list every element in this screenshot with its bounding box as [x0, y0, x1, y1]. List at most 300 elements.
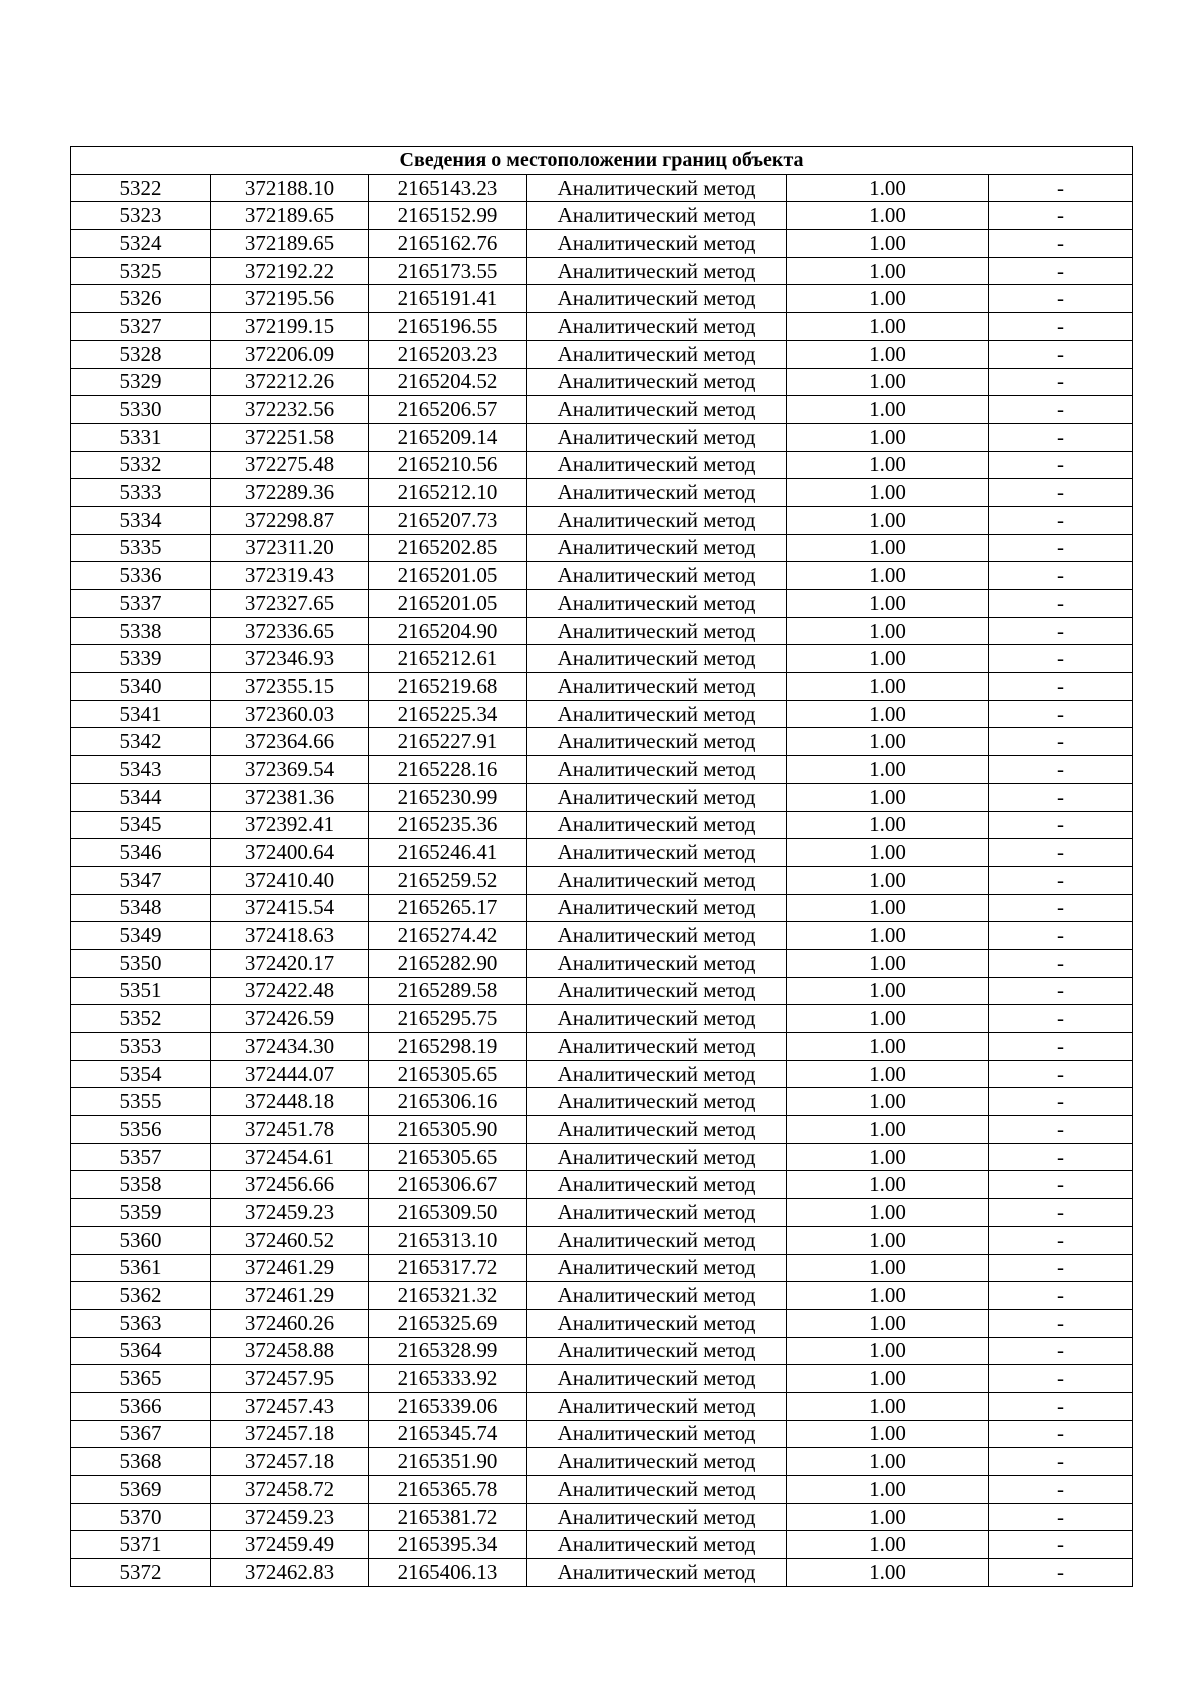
x-coordinate-cell: 372298.87: [211, 506, 369, 534]
method-cell: Аналитический метод: [527, 1282, 787, 1310]
method-cell: Аналитический метод: [527, 977, 787, 1005]
point-number-cell: 5348: [71, 894, 211, 922]
x-coordinate-cell: 372458.88: [211, 1337, 369, 1365]
y-coordinate-cell: 2165345.74: [369, 1420, 527, 1448]
x-coordinate-cell: 372189.65: [211, 202, 369, 230]
x-coordinate-cell: 372206.09: [211, 340, 369, 368]
method-cell: Аналитический метод: [527, 1365, 787, 1393]
description-cell: -: [989, 1420, 1133, 1448]
table-row: [71, 534, 1133, 562]
y-coordinate-cell: 2165209.14: [369, 423, 527, 451]
x-coordinate-cell: 372188.10: [211, 174, 369, 202]
accuracy-cell: 1.00: [787, 839, 989, 867]
point-number-cell: 5345: [71, 811, 211, 839]
point-number-cell: 5349: [71, 922, 211, 950]
x-coordinate-cell: 372459.23: [211, 1199, 369, 1227]
method-cell: Аналитический метод: [527, 645, 787, 673]
y-coordinate-cell: 2165306.16: [369, 1088, 527, 1116]
description-cell: -: [989, 451, 1133, 479]
table-row: [71, 1337, 1133, 1365]
accuracy-cell: 1.00: [787, 866, 989, 894]
y-coordinate-cell: 2165395.34: [369, 1531, 527, 1559]
method-cell: Аналитический метод: [527, 783, 787, 811]
method-cell: Аналитический метод: [527, 590, 787, 618]
x-coordinate-cell: 372451.78: [211, 1116, 369, 1144]
method-cell: Аналитический метод: [527, 340, 787, 368]
description-cell: -: [989, 894, 1133, 922]
accuracy-cell: 1.00: [787, 894, 989, 922]
table-row: [71, 1531, 1133, 1559]
point-number-cell: 5361: [71, 1254, 211, 1282]
table-title-row: [71, 147, 1133, 175]
table-row: [71, 1448, 1133, 1476]
y-coordinate-cell: 2165202.85: [369, 534, 527, 562]
x-coordinate-cell: 372415.54: [211, 894, 369, 922]
accuracy-cell: 1.00: [787, 922, 989, 950]
accuracy-cell: 1.00: [787, 313, 989, 341]
y-coordinate-cell: 2165313.10: [369, 1226, 527, 1254]
description-cell: -: [989, 423, 1133, 451]
accuracy-cell: 1.00: [787, 562, 989, 590]
method-cell: Аналитический метод: [527, 922, 787, 950]
method-cell: Аналитический метод: [527, 368, 787, 396]
x-coordinate-cell: 372459.23: [211, 1503, 369, 1531]
y-coordinate-cell: 2165305.65: [369, 1060, 527, 1088]
x-coordinate-cell: 372460.26: [211, 1309, 369, 1337]
description-cell: -: [989, 1199, 1133, 1227]
accuracy-cell: 1.00: [787, 700, 989, 728]
x-coordinate-cell: 372448.18: [211, 1088, 369, 1116]
accuracy-cell: 1.00: [787, 257, 989, 285]
method-cell: Аналитический метод: [527, 451, 787, 479]
y-coordinate-cell: 2165328.99: [369, 1337, 527, 1365]
table-row: [71, 1088, 1133, 1116]
description-cell: -: [989, 1559, 1133, 1587]
method-cell: Аналитический метод: [527, 949, 787, 977]
point-number-cell: 5359: [71, 1199, 211, 1227]
point-number-cell: 5323: [71, 202, 211, 230]
accuracy-cell: 1.00: [787, 1448, 989, 1476]
y-coordinate-cell: 2165204.52: [369, 368, 527, 396]
point-number-cell: 5327: [71, 313, 211, 341]
method-cell: Аналитический метод: [527, 700, 787, 728]
point-number-cell: 5338: [71, 617, 211, 645]
accuracy-cell: 1.00: [787, 673, 989, 701]
accuracy-cell: 1.00: [787, 1559, 989, 1587]
table-row: [71, 285, 1133, 313]
point-number-cell: 5324: [71, 230, 211, 258]
method-cell: Аналитический метод: [527, 1448, 787, 1476]
table-row: [71, 839, 1133, 867]
y-coordinate-cell: 2165298.19: [369, 1033, 527, 1061]
x-coordinate-cell: 372457.18: [211, 1448, 369, 1476]
x-coordinate-cell: 372381.36: [211, 783, 369, 811]
table-row: [71, 811, 1133, 839]
point-number-cell: 5364: [71, 1337, 211, 1365]
description-cell: -: [989, 1337, 1133, 1365]
description-cell: -: [989, 1503, 1133, 1531]
method-cell: Аналитический метод: [527, 1143, 787, 1171]
x-coordinate-cell: 372369.54: [211, 756, 369, 784]
description-cell: -: [989, 285, 1133, 313]
description-cell: -: [989, 479, 1133, 507]
method-cell: Аналитический метод: [527, 866, 787, 894]
point-number-cell: 5360: [71, 1226, 211, 1254]
x-coordinate-cell: 372410.40: [211, 866, 369, 894]
point-number-cell: 5331: [71, 423, 211, 451]
y-coordinate-cell: 2165265.17: [369, 894, 527, 922]
x-coordinate-cell: 372444.07: [211, 1060, 369, 1088]
x-coordinate-cell: 372364.66: [211, 728, 369, 756]
method-cell: Аналитический метод: [527, 894, 787, 922]
method-cell: Аналитический метод: [527, 728, 787, 756]
accuracy-cell: 1.00: [787, 479, 989, 507]
x-coordinate-cell: 372457.18: [211, 1420, 369, 1448]
point-number-cell: 5341: [71, 700, 211, 728]
description-cell: -: [989, 1143, 1133, 1171]
table-row: [71, 1254, 1133, 1282]
method-cell: Аналитический метод: [527, 756, 787, 784]
method-cell: Аналитический метод: [527, 1116, 787, 1144]
y-coordinate-cell: 2165305.90: [369, 1116, 527, 1144]
description-cell: -: [989, 1033, 1133, 1061]
description-cell: -: [989, 1476, 1133, 1504]
y-coordinate-cell: 2165191.41: [369, 285, 527, 313]
y-coordinate-cell: 2165230.99: [369, 783, 527, 811]
accuracy-cell: 1.00: [787, 645, 989, 673]
point-number-cell: 5354: [71, 1060, 211, 1088]
y-coordinate-cell: 2165207.73: [369, 506, 527, 534]
method-cell: Аналитический метод: [527, 1337, 787, 1365]
x-coordinate-cell: 372346.93: [211, 645, 369, 673]
description-cell: -: [989, 1116, 1133, 1144]
method-cell: Аналитический метод: [527, 1060, 787, 1088]
table-row: [71, 313, 1133, 341]
description-cell: -: [989, 1171, 1133, 1199]
point-number-cell: 5340: [71, 673, 211, 701]
method-cell: Аналитический метод: [527, 285, 787, 313]
description-cell: -: [989, 617, 1133, 645]
accuracy-cell: 1.00: [787, 174, 989, 202]
table-row: [71, 340, 1133, 368]
description-cell: -: [989, 756, 1133, 784]
description-cell: -: [989, 174, 1133, 202]
accuracy-cell: 1.00: [787, 949, 989, 977]
table-row: [71, 1503, 1133, 1531]
y-coordinate-cell: 2165212.61: [369, 645, 527, 673]
x-coordinate-cell: 372459.49: [211, 1531, 369, 1559]
x-coordinate-cell: 372212.26: [211, 368, 369, 396]
table-row: [71, 506, 1133, 534]
table-row: [71, 1476, 1133, 1504]
accuracy-cell: 1.00: [787, 1476, 989, 1504]
method-cell: Аналитический метод: [527, 534, 787, 562]
x-coordinate-cell: 372418.63: [211, 922, 369, 950]
method-cell: Аналитический метод: [527, 1531, 787, 1559]
y-coordinate-cell: 2165228.16: [369, 756, 527, 784]
description-cell: -: [989, 1365, 1133, 1393]
point-number-cell: 5355: [71, 1088, 211, 1116]
point-number-cell: 5368: [71, 1448, 211, 1476]
accuracy-cell: 1.00: [787, 1503, 989, 1531]
x-coordinate-cell: 372327.65: [211, 590, 369, 618]
point-number-cell: 5333: [71, 479, 211, 507]
description-cell: -: [989, 645, 1133, 673]
description-cell: -: [989, 1282, 1133, 1310]
x-coordinate-cell: 372336.65: [211, 617, 369, 645]
method-cell: Аналитический метод: [527, 1171, 787, 1199]
table-row: [71, 866, 1133, 894]
table-row: [71, 451, 1133, 479]
description-cell: -: [989, 396, 1133, 424]
accuracy-cell: 1.00: [787, 1365, 989, 1393]
method-cell: Аналитический метод: [527, 479, 787, 507]
description-cell: -: [989, 230, 1133, 258]
point-number-cell: 5352: [71, 1005, 211, 1033]
point-number-cell: 5322: [71, 174, 211, 202]
y-coordinate-cell: 2165235.36: [369, 811, 527, 839]
point-number-cell: 5371: [71, 1531, 211, 1559]
x-coordinate-cell: 372400.64: [211, 839, 369, 867]
accuracy-cell: 1.00: [787, 977, 989, 1005]
accuracy-cell: 1.00: [787, 285, 989, 313]
x-coordinate-cell: 372319.43: [211, 562, 369, 590]
accuracy-cell: 1.00: [787, 811, 989, 839]
x-coordinate-cell: 372189.65: [211, 230, 369, 258]
description-cell: -: [989, 562, 1133, 590]
description-cell: -: [989, 590, 1133, 618]
table-row: [71, 1559, 1133, 1587]
point-number-cell: 5336: [71, 562, 211, 590]
method-cell: Аналитический метод: [527, 1005, 787, 1033]
point-number-cell: 5343: [71, 756, 211, 784]
x-coordinate-cell: 372456.66: [211, 1171, 369, 1199]
accuracy-cell: 1.00: [787, 1309, 989, 1337]
accuracy-cell: 1.00: [787, 396, 989, 424]
y-coordinate-cell: 2165196.55: [369, 313, 527, 341]
method-cell: Аналитический метод: [527, 1254, 787, 1282]
description-cell: -: [989, 673, 1133, 701]
description-cell: -: [989, 368, 1133, 396]
y-coordinate-cell: 2165162.76: [369, 230, 527, 258]
method-cell: Аналитический метод: [527, 230, 787, 258]
method-cell: Аналитический метод: [527, 1226, 787, 1254]
method-cell: Аналитический метод: [527, 562, 787, 590]
accuracy-cell: 1.00: [787, 1531, 989, 1559]
table-row: [71, 977, 1133, 1005]
table-row: [71, 479, 1133, 507]
accuracy-cell: 1.00: [787, 756, 989, 784]
y-coordinate-cell: 2165325.69: [369, 1309, 527, 1337]
method-cell: Аналитический метод: [527, 174, 787, 202]
table-row: [71, 617, 1133, 645]
table-row: [71, 1392, 1133, 1420]
method-cell: Аналитический метод: [527, 1309, 787, 1337]
y-coordinate-cell: 2165210.56: [369, 451, 527, 479]
accuracy-cell: 1.00: [787, 1226, 989, 1254]
table-row: [71, 368, 1133, 396]
accuracy-cell: 1.00: [787, 1199, 989, 1227]
x-coordinate-cell: 372454.61: [211, 1143, 369, 1171]
accuracy-cell: 1.00: [787, 1282, 989, 1310]
accuracy-cell: 1.00: [787, 1088, 989, 1116]
method-cell: Аналитический метод: [527, 839, 787, 867]
point-number-cell: 5367: [71, 1420, 211, 1448]
method-cell: Аналитический метод: [527, 673, 787, 701]
description-cell: -: [989, 1309, 1133, 1337]
y-coordinate-cell: 2165274.42: [369, 922, 527, 950]
point-number-cell: 5370: [71, 1503, 211, 1531]
description-cell: -: [989, 1226, 1133, 1254]
method-cell: Аналитический метод: [527, 1559, 787, 1587]
point-number-cell: 5365: [71, 1365, 211, 1393]
x-coordinate-cell: 372462.83: [211, 1559, 369, 1587]
x-coordinate-cell: 372275.48: [211, 451, 369, 479]
method-cell: Аналитический метод: [527, 1033, 787, 1061]
y-coordinate-cell: 2165309.50: [369, 1199, 527, 1227]
x-coordinate-cell: 372457.95: [211, 1365, 369, 1393]
table-row: [71, 700, 1133, 728]
y-coordinate-cell: 2165289.58: [369, 977, 527, 1005]
boundary-coordinates-table: [70, 146, 1133, 1587]
method-cell: Аналитический метод: [527, 313, 787, 341]
point-number-cell: 5330: [71, 396, 211, 424]
point-number-cell: 5346: [71, 839, 211, 867]
accuracy-cell: 1.00: [787, 783, 989, 811]
method-cell: Аналитический метод: [527, 1420, 787, 1448]
description-cell: -: [989, 506, 1133, 534]
point-number-cell: 5342: [71, 728, 211, 756]
x-coordinate-cell: 372434.30: [211, 1033, 369, 1061]
accuracy-cell: 1.00: [787, 1060, 989, 1088]
point-number-cell: 5329: [71, 368, 211, 396]
table-row: [71, 396, 1133, 424]
accuracy-cell: 1.00: [787, 1033, 989, 1061]
table-row: [71, 1171, 1133, 1199]
point-number-cell: 5325: [71, 257, 211, 285]
description-cell: -: [989, 257, 1133, 285]
description-cell: -: [989, 340, 1133, 368]
table-row: [71, 1226, 1133, 1254]
y-coordinate-cell: 2165219.68: [369, 673, 527, 701]
y-coordinate-cell: 2165246.41: [369, 839, 527, 867]
description-cell: -: [989, 922, 1133, 950]
point-number-cell: 5351: [71, 977, 211, 1005]
point-number-cell: 5328: [71, 340, 211, 368]
y-coordinate-cell: 2165333.92: [369, 1365, 527, 1393]
method-cell: Аналитический метод: [527, 811, 787, 839]
method-cell: Аналитический метод: [527, 1476, 787, 1504]
y-coordinate-cell: 2165152.99: [369, 202, 527, 230]
description-cell: -: [989, 1088, 1133, 1116]
y-coordinate-cell: 2165259.52: [369, 866, 527, 894]
description-cell: -: [989, 1060, 1133, 1088]
accuracy-cell: 1.00: [787, 340, 989, 368]
x-coordinate-cell: 372251.58: [211, 423, 369, 451]
y-coordinate-cell: 2165173.55: [369, 257, 527, 285]
x-coordinate-cell: 372232.56: [211, 396, 369, 424]
table-row: [71, 1143, 1133, 1171]
table-row: [71, 894, 1133, 922]
point-number-cell: 5356: [71, 1116, 211, 1144]
accuracy-cell: 1.00: [787, 451, 989, 479]
y-coordinate-cell: 2165201.05: [369, 590, 527, 618]
x-coordinate-cell: 372199.15: [211, 313, 369, 341]
x-coordinate-cell: 372289.36: [211, 479, 369, 507]
accuracy-cell: 1.00: [787, 617, 989, 645]
accuracy-cell: 1.00: [787, 1420, 989, 1448]
point-number-cell: 5358: [71, 1171, 211, 1199]
y-coordinate-cell: 2165212.10: [369, 479, 527, 507]
method-cell: Аналитический метод: [527, 617, 787, 645]
accuracy-cell: 1.00: [787, 728, 989, 756]
table-row: [71, 423, 1133, 451]
description-cell: -: [989, 1254, 1133, 1282]
description-cell: -: [989, 977, 1133, 1005]
accuracy-cell: 1.00: [787, 230, 989, 258]
accuracy-cell: 1.00: [787, 202, 989, 230]
description-cell: -: [989, 811, 1133, 839]
point-number-cell: 5332: [71, 451, 211, 479]
table-row: [71, 1005, 1133, 1033]
x-coordinate-cell: 372355.15: [211, 673, 369, 701]
x-coordinate-cell: 372460.52: [211, 1226, 369, 1254]
y-coordinate-cell: 2165321.32: [369, 1282, 527, 1310]
table-row: [71, 174, 1133, 202]
table-row: [71, 1033, 1133, 1061]
accuracy-cell: 1.00: [787, 1171, 989, 1199]
y-coordinate-cell: 2165381.72: [369, 1503, 527, 1531]
method-cell: Аналитический метод: [527, 423, 787, 451]
method-cell: Аналитический метод: [527, 1392, 787, 1420]
point-number-cell: 5326: [71, 285, 211, 313]
table-row: [71, 1199, 1133, 1227]
table-row: [71, 202, 1133, 230]
point-number-cell: 5372: [71, 1559, 211, 1587]
accuracy-cell: 1.00: [787, 1116, 989, 1144]
description-cell: -: [989, 866, 1133, 894]
table-title: Сведения о местоположении границ объекта: [71, 147, 1133, 175]
point-number-cell: 5366: [71, 1392, 211, 1420]
table-row: [71, 1116, 1133, 1144]
description-cell: -: [989, 202, 1133, 230]
table-row: [71, 1365, 1133, 1393]
table-row: [71, 922, 1133, 950]
x-coordinate-cell: 372461.29: [211, 1282, 369, 1310]
accuracy-cell: 1.00: [787, 368, 989, 396]
y-coordinate-cell: 2165306.67: [369, 1171, 527, 1199]
description-cell: -: [989, 1392, 1133, 1420]
method-cell: Аналитический метод: [527, 1088, 787, 1116]
point-number-cell: 5335: [71, 534, 211, 562]
table-row: [71, 673, 1133, 701]
accuracy-cell: 1.00: [787, 1143, 989, 1171]
accuracy-cell: 1.00: [787, 534, 989, 562]
y-coordinate-cell: 2165204.90: [369, 617, 527, 645]
table-row: [71, 783, 1133, 811]
y-coordinate-cell: 2165305.65: [369, 1143, 527, 1171]
y-coordinate-cell: 2165365.78: [369, 1476, 527, 1504]
method-cell: Аналитический метод: [527, 1503, 787, 1531]
point-number-cell: 5344: [71, 783, 211, 811]
y-coordinate-cell: 2165203.23: [369, 340, 527, 368]
y-coordinate-cell: 2165406.13: [369, 1559, 527, 1587]
accuracy-cell: 1.00: [787, 423, 989, 451]
table-row: [71, 257, 1133, 285]
x-coordinate-cell: 372420.17: [211, 949, 369, 977]
table-row: [71, 949, 1133, 977]
table-row: [71, 756, 1133, 784]
